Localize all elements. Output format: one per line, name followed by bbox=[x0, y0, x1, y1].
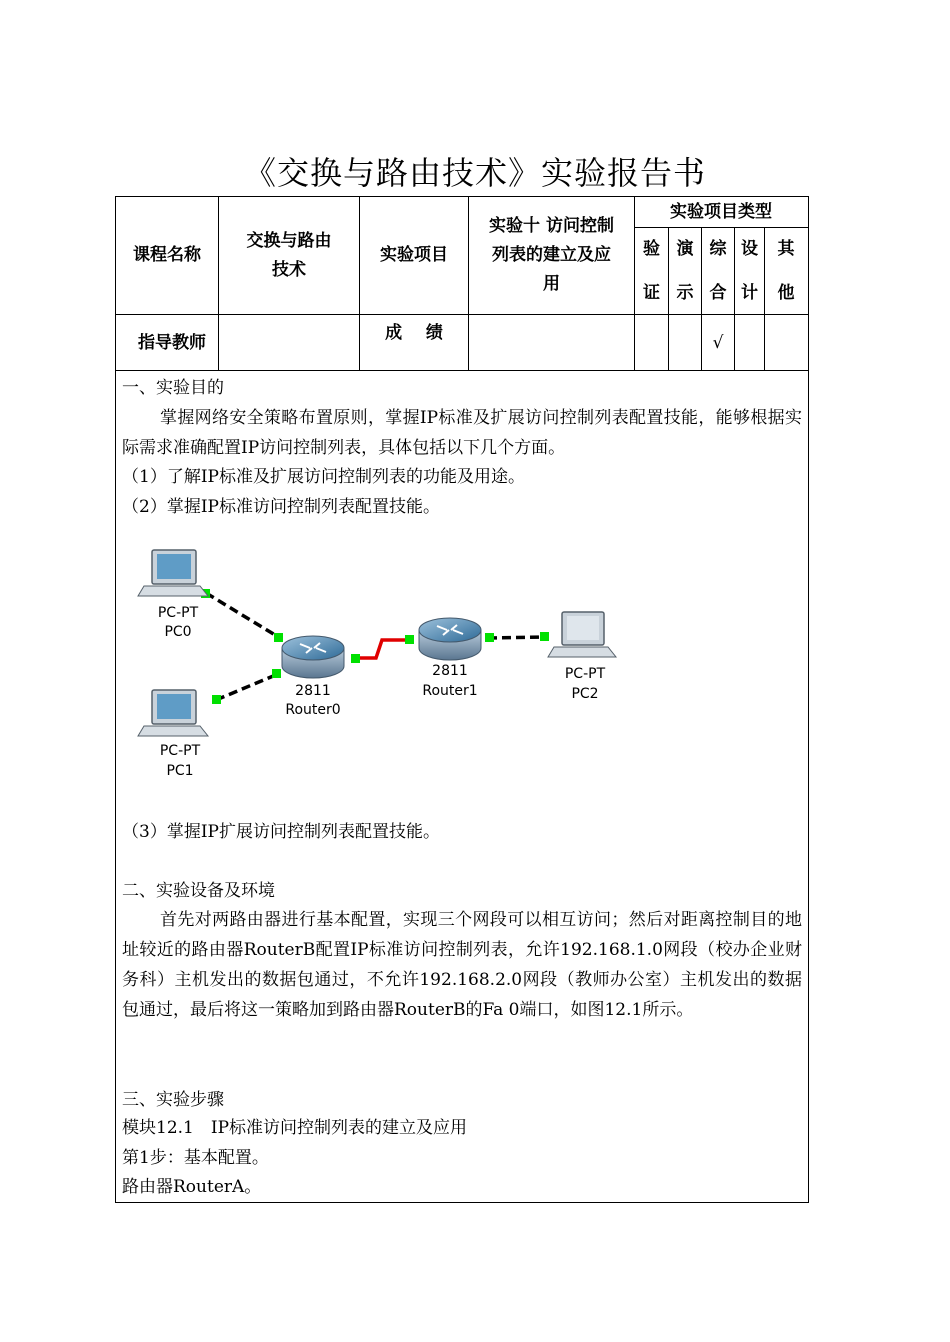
score-label: 成 绩 bbox=[385, 322, 443, 343]
type-comprehensive bbox=[702, 228, 734, 314]
router0-name-label: Router0 bbox=[285, 702, 341, 718]
type-verify-char2: 证 bbox=[643, 283, 660, 303]
router1-model-label: 2811 bbox=[432, 663, 468, 679]
port-dot bbox=[272, 669, 281, 678]
type-other-char1: 其 bbox=[777, 239, 795, 259]
section1-paragraph: 掌握网络安全策略布置原则，掌握IP标准及扩展访问控制列表配置技能，能够根据实际需求准确配置IP访问控制列表，具体包括以下几个方面。 bbox=[122, 408, 802, 458]
teacher-name bbox=[219, 315, 359, 370]
type-design-char1: 设 bbox=[741, 239, 758, 259]
port-dot bbox=[540, 632, 549, 641]
pc1-type-label: PC-PT bbox=[159, 743, 201, 759]
type-demo-char2: 示 bbox=[676, 283, 694, 303]
project-name-line1: 实验十 访问控制 bbox=[489, 216, 614, 236]
port-dot bbox=[485, 633, 494, 642]
teacher-label: 指导教师 bbox=[138, 332, 206, 353]
project-label: 实验项目 bbox=[380, 245, 448, 265]
type-design-char2: 计 bbox=[741, 283, 758, 303]
section2-paragraph: 首先对两路由器进行基本配置，实现三个网段可以相互访问；然后对距离控制目的地址较近的路由器RouterB配置IP标准访问控制列表，允许192.168.1.0网段（校办企业财务科）主机发出的数据包通过，不允许192.168.2.0网段（教师办公室）主机发出的数据包通过，最后将这一策略加到路由器RouterB的Fa 0端口，如图12.1所示。 bbox=[122, 910, 802, 1020]
document-title: 《交换与路由技术》实验报告书 bbox=[243, 154, 706, 192]
pc0-icon bbox=[138, 550, 208, 596]
section3-step1: 第1步：基本配置。 bbox=[122, 1148, 269, 1168]
type-verify-char1: 验 bbox=[643, 239, 660, 259]
type-design bbox=[735, 228, 764, 314]
pc0-type-label: PC-PT bbox=[157, 605, 199, 621]
port-dot bbox=[405, 635, 414, 644]
section2-heading: 二、实验设备及环境 bbox=[122, 881, 275, 901]
section3-heading: 三、实验步骤 bbox=[122, 1090, 224, 1110]
type-other-char2: 他 bbox=[777, 283, 795, 303]
course-name bbox=[219, 197, 359, 314]
type-demo bbox=[669, 228, 701, 314]
port-dot bbox=[212, 695, 221, 704]
course-name-line2: 技术 bbox=[272, 259, 306, 280]
type-demo-char1: 演 bbox=[676, 239, 694, 259]
section1-item1: （1）了解IP标准及扩展访问控制列表的功能及用途。 bbox=[122, 467, 525, 487]
pc2-icon bbox=[548, 612, 616, 657]
section1-item2: （2）掌握IP标准访问控制列表配置技能。 bbox=[122, 497, 440, 517]
project-name-line3: 用 bbox=[543, 274, 560, 294]
project-type-header: 实验项目类型 bbox=[670, 201, 772, 222]
router1-icon bbox=[419, 618, 481, 660]
port-dot bbox=[351, 654, 360, 663]
link-pc1-router0 bbox=[216, 674, 278, 700]
pc2-name-label: PC2 bbox=[571, 686, 599, 702]
type-other bbox=[765, 228, 807, 314]
type-comprehensive-char2: 合 bbox=[709, 283, 727, 303]
type-comprehensive-char1: 综 bbox=[709, 239, 727, 259]
course-name-line1: 交换与路由 bbox=[246, 230, 332, 251]
pc1-name-label: PC1 bbox=[166, 763, 194, 779]
section3-module: 模块12.1 IP标准访问控制列表的建立及应用 bbox=[122, 1118, 468, 1138]
network-topology-diagram bbox=[130, 540, 630, 790]
router0-model-label: 2811 bbox=[295, 683, 331, 699]
router1-name-label: Router1 bbox=[422, 683, 478, 699]
section3-router: 路由器RouterA。 bbox=[122, 1177, 262, 1197]
link-router0-router1 bbox=[354, 640, 410, 658]
link-pc0-router0 bbox=[206, 593, 280, 638]
check-mark: √ bbox=[712, 332, 724, 353]
pc2-type-label: PC-PT bbox=[564, 666, 606, 682]
section1-heading: 一、实验目的 bbox=[122, 378, 224, 398]
project-name-line2: 列表的建立及应 bbox=[492, 245, 611, 265]
port-dot bbox=[274, 633, 283, 642]
project-name bbox=[469, 197, 634, 314]
type-verify bbox=[635, 228, 668, 314]
router0-icon bbox=[282, 636, 344, 678]
pc1-icon bbox=[138, 690, 208, 736]
course-label: 课程名称 bbox=[133, 245, 201, 265]
pc0-name-label: PC0 bbox=[164, 624, 192, 640]
section1-item3: （3）掌握IP扩展访问控制列表配置技能。 bbox=[122, 822, 440, 842]
link-router1-pc2 bbox=[488, 637, 545, 638]
